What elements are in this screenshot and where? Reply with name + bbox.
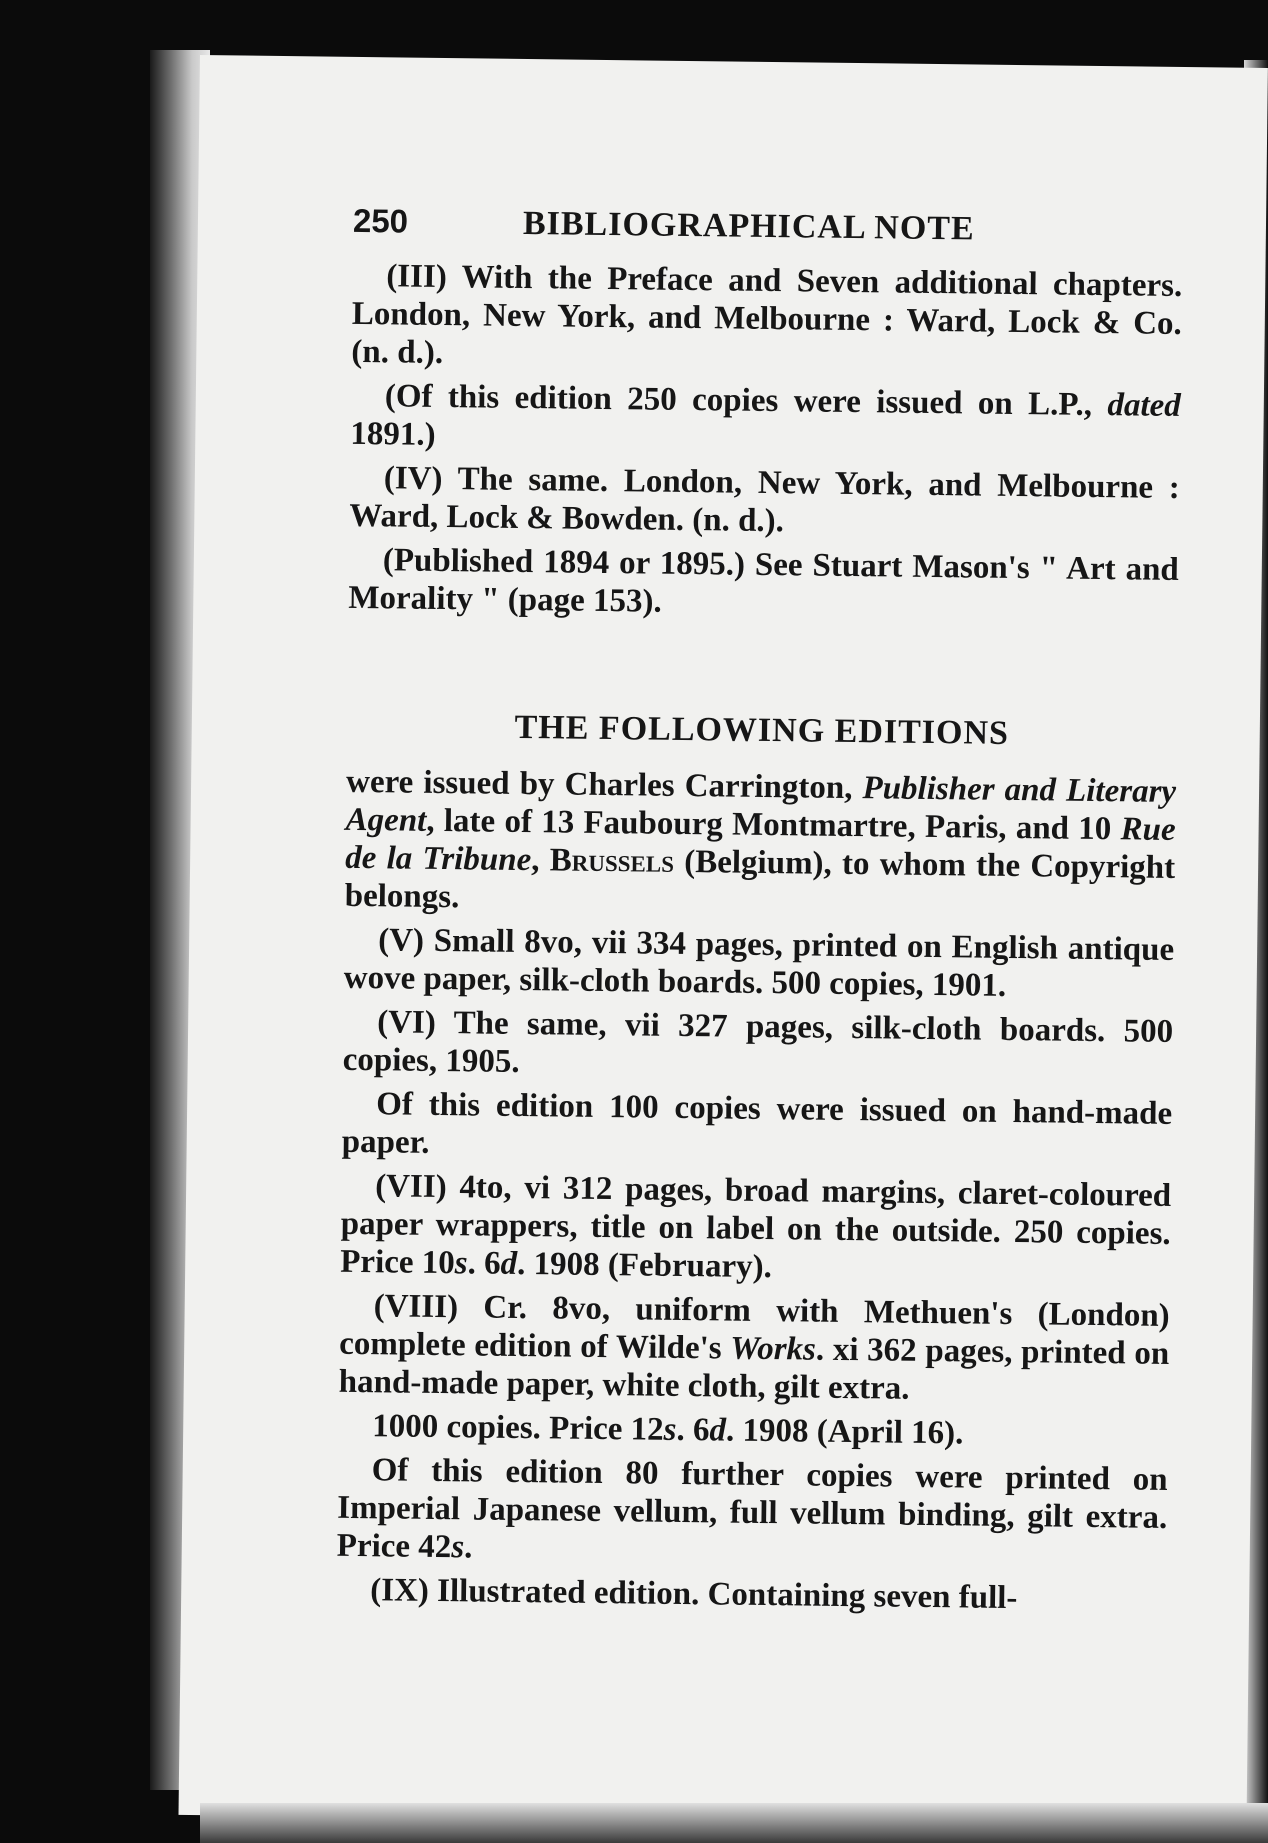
edition-viii-vellum-note: Of this edition 80 further copies were printed on Imperial Japanese vellum, full vellum binding, gilt extra. Price 42s. xyxy=(336,1452,1168,1566)
edition-viii-price: 1000 copies. Price 12s. 6d. 1908 (April 16). xyxy=(372,1408,964,1452)
running-head: BIBLIOGRAPHICAL NOTE xyxy=(522,204,975,248)
section-intro: were issued by Charles Carrington, Publisher and Literary Agent, late of 13 Faubourg Montmartre, Paris, and 10 Rue de la Tribune, Brussels (Belgium), to whom the Copyright belongs. xyxy=(344,763,1177,916)
section-heading: THE FOLLOWING EDITIONS xyxy=(514,708,1010,752)
book-page xyxy=(178,55,1267,1828)
bottom-shadow xyxy=(200,1803,1268,1843)
edition-vi: (VI) The same, vii 327 pages, silk-cloth boards. 500 copies, 1905. xyxy=(342,1004,1174,1080)
paragraph-iii: (III) With the Preface and Seven additional chapters. London, New York, and Melbourne : Ward, Lock & Co. (n. d.). xyxy=(351,258,1183,371)
paragraph-lp-note: (Of this edition 250 copies were issued on L.P., dated 1891.) xyxy=(350,378,1182,453)
page-number: 250 xyxy=(352,201,409,240)
edition-vi-note: Of this edition 100 copies were issued on hand-made paper. xyxy=(341,1086,1173,1161)
edition-v: (V) Small 8vo, vii 334 pages, printed on English antique wove paper, silk-cloth boards. 500 copies, 1901. xyxy=(343,922,1175,1004)
page-header xyxy=(353,202,1183,251)
edition-vii: (VII) 4to, vi 312 pages, broad margins, claret-coloured paper wrappers, title on label on the outside. 250 copies. Price 10s. 6d. 1908 (February). xyxy=(340,1168,1172,1286)
page-content xyxy=(336,202,1183,1625)
paragraph-published-note: (Published 1894 or 1895.) See Stuart Mason's " Art and Morality " (page 153). xyxy=(348,542,1180,620)
edition-viii: (VIII) Cr. 8vo, uniform with Methuen's (London) complete edition of Wilde's Works. xi 362 pages, printed on hand-made paper, white cloth, gilt extra. xyxy=(338,1288,1170,1407)
paragraph-iv: (IV) The same. London, New York, and Melbourne : Ward, Lock & Bowden. (n. d.). xyxy=(349,460,1181,540)
edition-ix: (IX) Illustrated edition. Containing seven full- xyxy=(370,1572,1018,1617)
